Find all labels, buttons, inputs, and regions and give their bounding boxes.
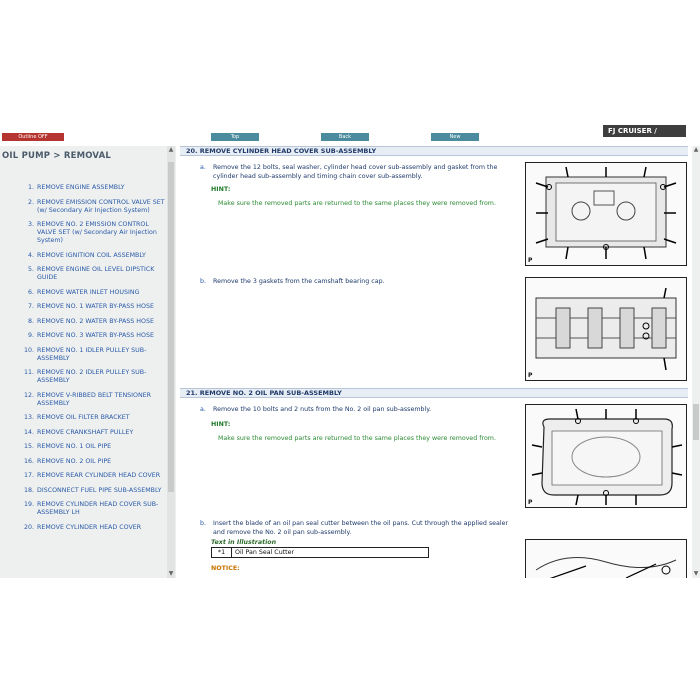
sidebar-item[interactable] xyxy=(0,347,166,363)
sidebar-item[interactable] xyxy=(0,414,166,422)
sidebar-item-number: 14. xyxy=(24,428,35,436)
hint-21-text: Make sure the removed parts are returned to the same places they were removed from. xyxy=(218,435,496,442)
section-21-heading: 21. REMOVE NO. 2 OIL PAN SUB-ASSEMBLY xyxy=(180,388,688,398)
main-scroll-up-icon[interactable]: ▲ xyxy=(693,146,699,153)
sidebar-item-label: REMOVE NO. 1 WATER BY-PASS HOSE xyxy=(37,303,154,310)
sidebar-item-label: REMOVE CRANKSHAFT PULLEY xyxy=(37,428,134,436)
sidebar-item-number: 2. xyxy=(27,198,34,206)
sidebar-item-number: 16. xyxy=(24,457,35,465)
sidebar-item-label: REMOVE ENGINE ASSEMBLY xyxy=(37,184,125,191)
notice-label: NOTICE: xyxy=(211,565,240,572)
sidebar-item-label: REMOVE WATER INLET HOUSING xyxy=(37,288,140,296)
step-21b: b. Insert the blade of an oil pan seal cutter between the oil pans. Cut through the applied sealer and remove the No. 2 oil pan sub-assembly. xyxy=(200,520,509,536)
main-scrollbar[interactable] xyxy=(692,146,700,578)
sidebar-item[interactable] xyxy=(0,429,166,437)
sidebar-item-number: 15. xyxy=(24,443,35,450)
new-button[interactable]: New xyxy=(431,133,479,141)
sidebar-scrollbar[interactable] xyxy=(167,146,175,578)
sidebar-item-number: 4. xyxy=(27,251,34,259)
figure-oil-pan xyxy=(525,404,687,508)
camshaft-gaskets-illustration xyxy=(526,278,687,381)
sidebar-item-number: 8. xyxy=(27,317,34,325)
text-in-illustration-table xyxy=(211,547,429,558)
text-in-illustration-title: Text in Illustration xyxy=(211,539,277,546)
sidebar xyxy=(0,146,176,578)
sidebar-item-label: REMOVE OIL FILTER BRACKET xyxy=(37,414,130,421)
sidebar-item-label: REMOVE NO. 2 OIL PIPE xyxy=(37,457,112,465)
step-20b: b. Remove the 3 gaskets from the camshaft bearing cap. xyxy=(200,278,385,285)
sidebar-item[interactable] xyxy=(0,252,166,260)
sidebar-item-number: 1. xyxy=(27,184,34,191)
sidebar-item-number: 18. xyxy=(24,486,35,494)
hint-20-text: Make sure the removed parts are returned to the same places they were removed from. xyxy=(218,200,496,207)
top-button[interactable]: Top xyxy=(211,133,259,141)
illustration-key: *1 xyxy=(212,548,232,557)
sidebar-item[interactable] xyxy=(0,199,166,215)
sidebar-item-label: REMOVE CYLINDER HEAD COVER xyxy=(37,523,142,531)
sidebar-item-label: REMOVE NO. 2 EMISSION CONTROL VALVE SET (w/ Secondary Air Injection System) xyxy=(37,221,157,244)
sidebar-item-number: 3. xyxy=(27,221,34,228)
sidebar-item-number: 10. xyxy=(24,346,35,354)
sidebar-item[interactable] xyxy=(0,184,166,192)
sidebar-item-number: 11. xyxy=(24,369,35,376)
sidebar-item-number: 17. xyxy=(24,472,35,479)
sidebar-item-label: DISCONNECT FUEL PIPE SUB-ASSEMBLY xyxy=(37,486,162,494)
sidebar-item[interactable] xyxy=(0,332,166,340)
sidebar-item[interactable] xyxy=(0,369,166,385)
sidebar-item-label: REMOVE NO. 3 WATER BY-PASS HOSE xyxy=(37,332,154,339)
step-21a: a. Remove the 10 bolts and 2 nuts from the No. 2 oil pan sub-assembly. xyxy=(200,406,432,413)
main-scroll-down-icon[interactable]: ▼ xyxy=(693,570,699,577)
oil-pan-illustration xyxy=(526,405,687,508)
figure-marker: P xyxy=(528,372,533,379)
sidebar-item[interactable] xyxy=(0,524,166,532)
main-content xyxy=(178,146,692,578)
sidebar-scroll-thumb[interactable] xyxy=(168,162,174,492)
sidebar-item-label: REMOVE V-RIBBED BELT TENSIONER ASSEMBLY xyxy=(37,391,152,407)
sidebar-item[interactable] xyxy=(0,443,166,451)
sidebar-item[interactable] xyxy=(0,392,166,408)
sidebar-item-label: REMOVE EMISSION CONTROL VALVE SET (w/ Secondary Air Injection System) xyxy=(37,198,165,214)
sidebar-item[interactable] xyxy=(0,318,166,326)
sidebar-item-label: REMOVE ENGINE OIL LEVEL DIPSTICK GUIDE xyxy=(37,266,155,281)
sidebar-item-number: 13. xyxy=(24,414,35,421)
sidebar-item-number: 5. xyxy=(27,266,34,273)
outline-off-button[interactable]: Outline OFF xyxy=(2,133,64,141)
sidebar-item-label: REMOVE CYLINDER HEAD COVER SUB-ASSEMBLY LH xyxy=(37,501,159,516)
sidebar-item[interactable] xyxy=(0,487,166,495)
sidebar-item-label: REMOVE NO. 1 IDLER PULLEY SUB-ASSEMBLY xyxy=(37,346,147,362)
scroll-up-icon[interactable]: ▲ xyxy=(168,146,174,153)
section-20-heading: 20. REMOVE CYLINDER HEAD COVER SUB-ASSEMBLY xyxy=(180,146,688,156)
sidebar-item-number: 20. xyxy=(24,523,35,531)
sidebar-item-label: REMOVE NO. 2 IDLER PULLEY SUB-ASSEMBLY xyxy=(37,369,147,384)
hint-20-label: HINT: xyxy=(211,186,231,193)
illustration-value: Oil Pan Seal Cutter xyxy=(235,549,295,556)
figure-marker: P xyxy=(528,257,533,264)
step-20a: a. Remove the 12 bolts, seal washer, cylinder head cover sub-assembly and gasket from the cylinder head sub-assembly and timing chain cover sub-assembly. xyxy=(200,164,498,180)
sidebar-item[interactable] xyxy=(0,289,166,297)
back-button[interactable]: Back xyxy=(321,133,369,141)
sidebar-item[interactable] xyxy=(0,303,166,311)
sidebar-item[interactable] xyxy=(0,501,166,517)
figure-camshaft-gaskets xyxy=(525,277,687,381)
sidebar-item[interactable] xyxy=(0,266,166,282)
figure-marker: P xyxy=(528,499,533,506)
sidebar-item-label: REMOVE NO. 1 OIL PIPE xyxy=(37,443,112,450)
sidebar-item-label: REMOVE NO. 2 WATER BY-PASS HOSE xyxy=(37,317,154,325)
cylinder-head-cover-illustration xyxy=(526,163,687,266)
sidebar-item-number: 12. xyxy=(24,391,35,399)
sidebar-item[interactable] xyxy=(0,221,166,245)
sidebar-item-label: REMOVE REAR CYLINDER HEAD COVER xyxy=(37,472,161,479)
oil-pan-cutter-illustration xyxy=(526,540,687,578)
vehicle-label: FJ CRUISER / xyxy=(603,125,686,137)
sidebar-item[interactable] xyxy=(0,472,166,480)
top-toolbar xyxy=(0,123,700,140)
sidebar-item-number: 6. xyxy=(27,288,34,296)
hint-21-label: HINT: xyxy=(211,421,231,428)
sidebar-list xyxy=(0,184,166,538)
sidebar-title: OIL PUMP > REMOVAL xyxy=(2,151,112,161)
main-scroll-thumb[interactable] xyxy=(693,404,699,440)
sidebar-item-number: 19. xyxy=(24,501,35,508)
sidebar-item[interactable] xyxy=(0,458,166,466)
figure-cylinder-head-cover xyxy=(525,162,687,266)
sidebar-item-number: 9. xyxy=(27,332,34,339)
scroll-down-icon[interactable]: ▼ xyxy=(168,570,174,577)
figure-oil-pan-cutter xyxy=(525,539,687,578)
sidebar-item-label: REMOVE IGNITION COIL ASSEMBLY xyxy=(37,251,146,259)
sidebar-item-number: 7. xyxy=(27,303,34,310)
